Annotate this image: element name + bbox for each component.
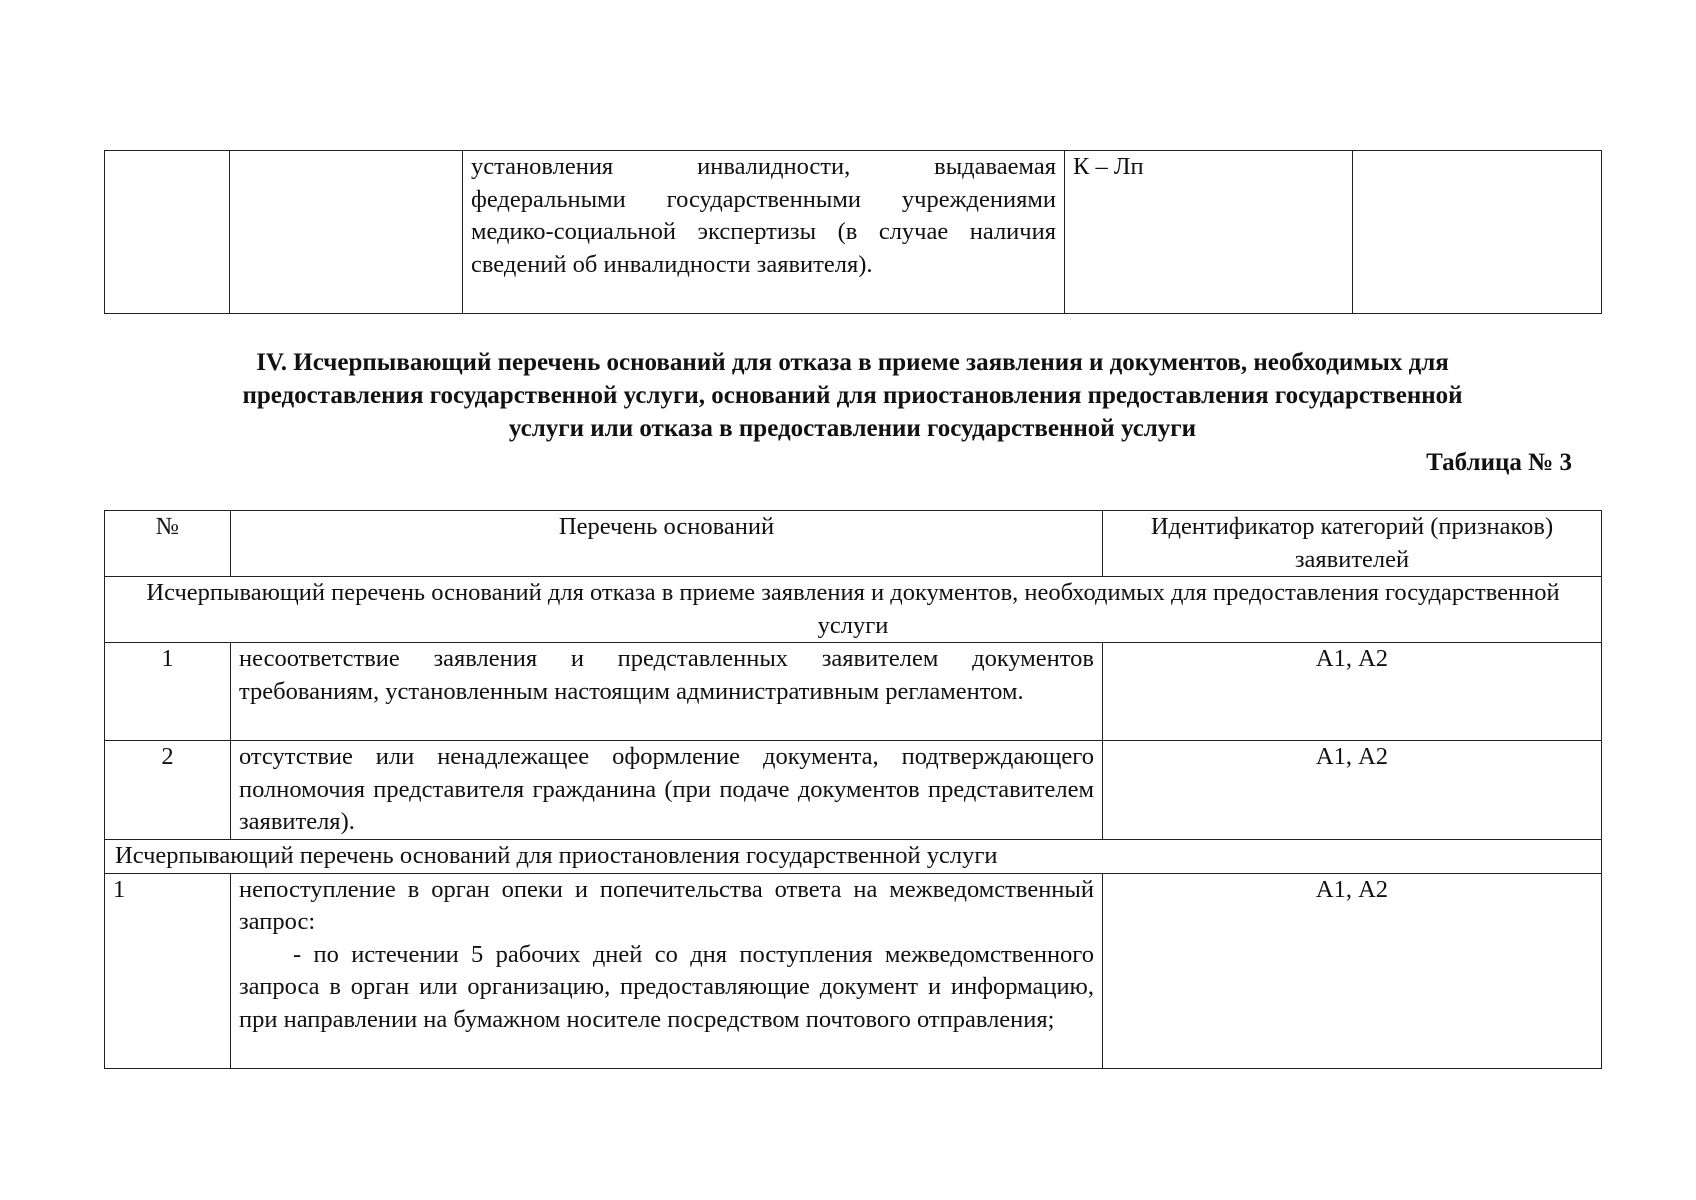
table-cell	[230, 151, 463, 314]
table-cell	[1353, 151, 1602, 314]
table-header-row	[105, 511, 1602, 577]
table-caption: Таблица № 3	[1426, 449, 1572, 476]
section-title-row	[105, 839, 1602, 873]
row-text: несоответствие заявления и представленных заявителем документов требованиям, установленным настоящим административным регламентом.	[231, 643, 1103, 741]
category-code-cell: К – Лп	[1065, 151, 1353, 314]
row-number: 1	[105, 873, 231, 1068]
grounds-table	[104, 510, 1602, 1069]
row-number: 1	[105, 643, 231, 741]
row-text: непоступление в орган опеки и попечительства ответа на межведомственный запрос:	[239, 875, 1094, 935]
section-title: Исчерпывающий перечень оснований для приостановления государственной услуги	[105, 839, 1602, 873]
row-text-cell	[231, 873, 1103, 1068]
section-title-row	[105, 577, 1602, 643]
table-row	[105, 151, 1602, 314]
header-grounds: Перечень оснований	[231, 511, 1103, 577]
section-heading-line: услуги или отказа в предоставлении государственной услуги	[508, 415, 1197, 442]
section-heading	[104, 346, 1601, 445]
section-heading-line: предоставления государственной услуги, оснований для приостановления предоставления государственной	[242, 382, 1463, 409]
document-description-cell: установления инвалидности, выдаваемая федеральными государственными учреждениями медико-социальной экспертизы (в случае наличия сведений об инвалидности заявителя).	[463, 151, 1065, 314]
row-number: 2	[105, 741, 231, 840]
row-text: отсутствие или ненадлежащее оформление документа, подтверждающего полномочия представителя гражданина (при подаче документов представителем заявителя).	[231, 741, 1103, 840]
row-identifier: А1, А2	[1103, 873, 1602, 1068]
header-number: №	[105, 511, 231, 577]
section-title: Исчерпывающий перечень оснований для отказа в приеме заявления и документов, необходимых для предоставления государственной услуги	[105, 577, 1602, 643]
row-identifier: А1, А2	[1103, 741, 1602, 840]
table-row	[105, 873, 1602, 1068]
table-row	[105, 741, 1602, 840]
section-heading-line: IV. Исчерпывающий перечень оснований для отказа в приеме заявления и документов, необходимых для	[256, 349, 1449, 376]
row-identifier: А1, А2	[1103, 643, 1602, 741]
continuation-table	[104, 150, 1602, 314]
header-identifier: Идентификатор категорий (признаков) заявителей	[1103, 511, 1602, 577]
table-cell	[105, 151, 230, 314]
row-text-item: - по истечении 5 рабочих дней со дня поступления межведомственного запроса в орган или организацию, предоставляющие документ и информацию, при направлении на бумажном носителе посредством почтового отправления;	[239, 940, 1094, 1033]
table-row	[105, 643, 1602, 741]
